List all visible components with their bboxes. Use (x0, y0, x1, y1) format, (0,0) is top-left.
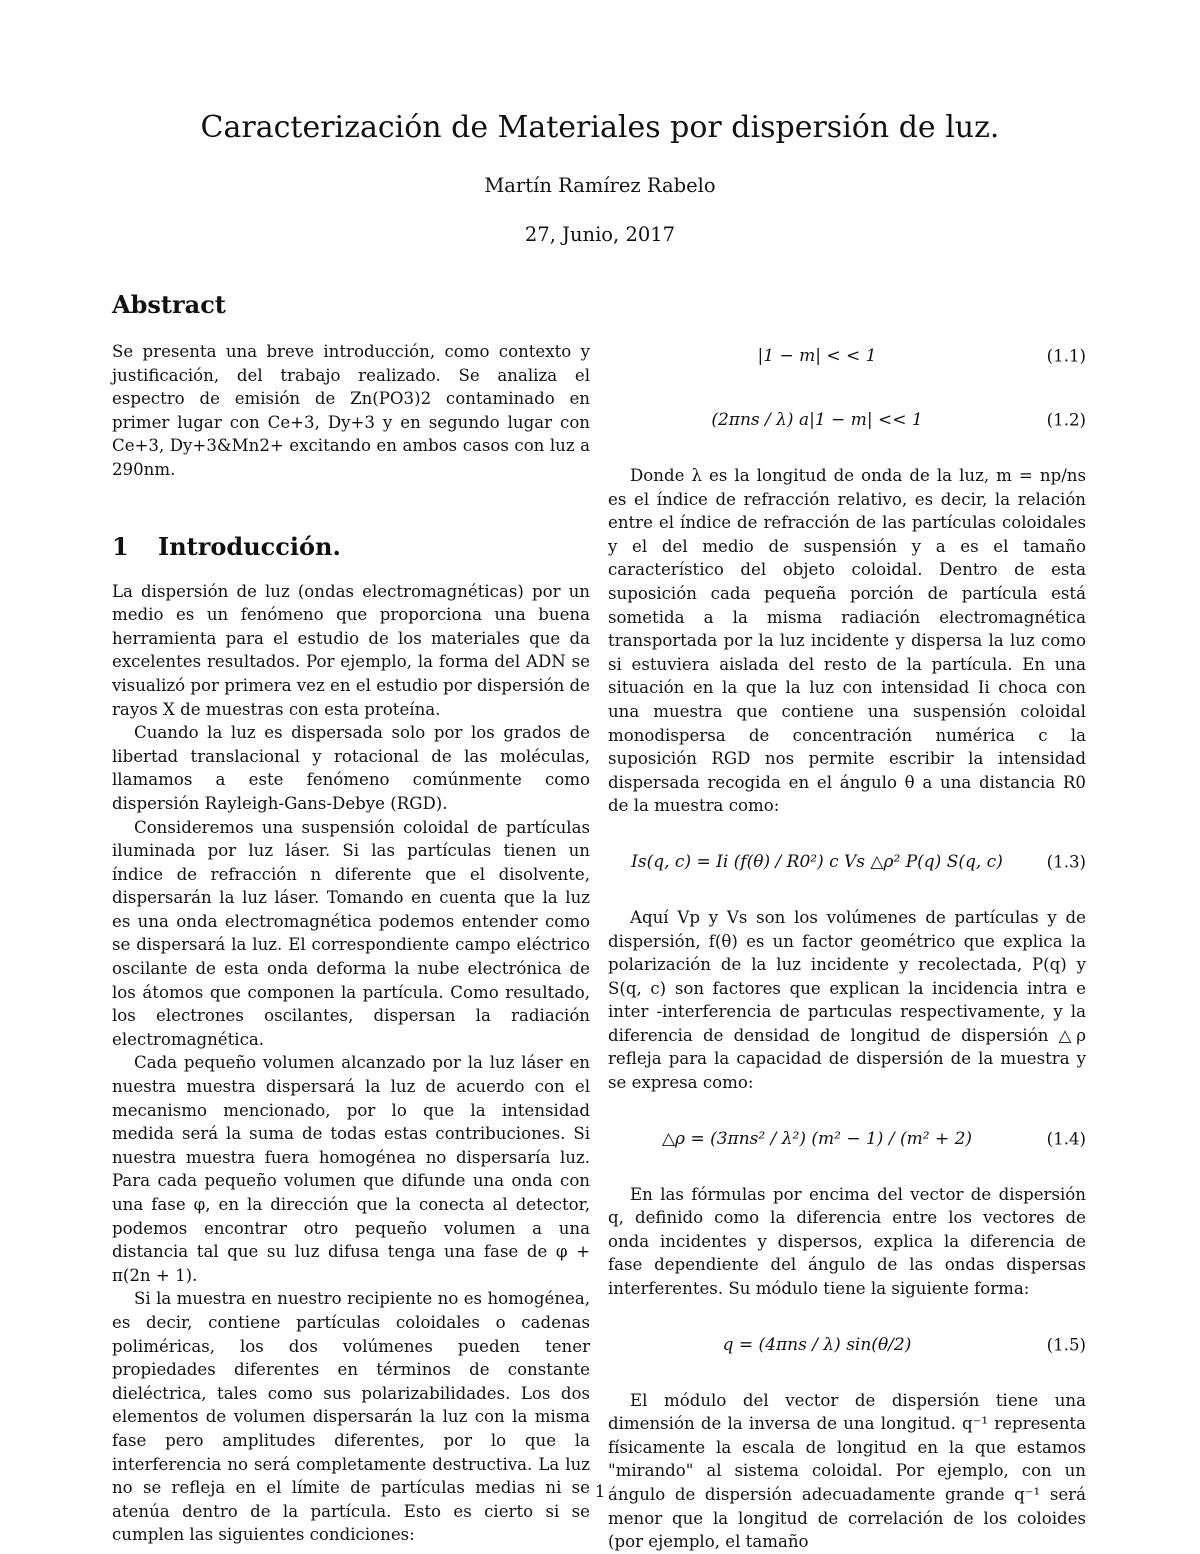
equation-expression: q = (4πns / λ) sin(θ/2) (722, 1334, 912, 1355)
intro-paragraph: Cuando la luz es dispersada solo por los grados de libertad translacional y rotacional de las moléculas, llamamos a este fenómeno comúnmente como dispersión Rayleigh-Gans-Debye (RGD). (112, 723, 590, 813)
intro-paragraph: Consideremos una suspensión coloidal de partículas iluminada por luz láser. Si las partículas tienen un índice de refracción n diferente que el disolvente, dispersarán la luz láser. Tomando en cuenta que la luz es una onda electromagnética podemos entender como se dispersará la luz. El correspondiente campo eléctrico oscilante de esta onda deforma la nube electrónica de los átomos que componen la partícula. Como resultado, los electrones oscilantes, dispersan la radiación electromagnética. (112, 817, 590, 1049)
section-heading (112, 530, 590, 564)
equation-1-5 (608, 1313, 1086, 1377)
equation-1-3 (608, 830, 1086, 894)
section-number: 1 (112, 531, 129, 561)
left-column (112, 288, 590, 1547)
body-paragraph: Aquí Vp y Vs son los volúmenes de partículas y de dispersión, f(θ) es un factor geométrico que explica la polarización de la luz incidente y recolectada, P(q) y S(q, c) son factores que explican la incidencia intra e inter -interferencia de partıculas respectivamente, y la diferencia de densidad de longitud de dispersión △ρ refleja para la capacidad de dispersión de la muestra y se expresa como: (608, 907, 1086, 1093)
body-paragraph: Donde λ es la longitud de onda de la luz, m = np/ns es el índice de refracción relativo, es decir, la relación entre el índice de refracción de las partículas coloidales y el del medio de suspensión y a es el tamaño característico del objeto coloidal. Dentro de esta suposición cada pequeña porción de partícula está sometida a la misma radiación electromagnética transportada por la luz incidente y dispersa la luz como si estuviera aislada del resto de la partícula. En una situación en la que la luz con intensidad Ii choca con una muestra que contiene una suspensión coloidal monodispersa de concentración numérica c la suposición RGD nos permite escribir la intensidad dispersada recogida en el ángulo θ a una distancia R0 de la muestra como: (608, 466, 1086, 816)
abstract-text: Se presenta una breve introducción, como contexto y justificación, del trabajo realizado. Se analiza el espectro de emisión de Zn(PO3)2 contaminado en primer lugar con Ce+3, Dy+3 y en segundo lugar con Ce+3, Dy+3&Mn2+ excitando en ambos casos con luz a 290nm. (112, 342, 590, 479)
equation-expression: Is(q, c) = Ii (f(θ) / R0²) c Vs △ρ² P(q) S(q, c) (631, 851, 1003, 872)
equation-expression: (2πns / λ) a|1 − m| << 1 (711, 410, 923, 430)
body-paragraph: El módulo del vector de dispersión tiene una dimensión de la inversa de una longitud. q⁻¹ representa físicamente la escala de longitud en la que estamos "mirando" al sistema coloidal. Por ejemplo, con un ángulo de dispersión adecuadamente grande q⁻¹ será menor que la longitud de correlación de los coloides (por ejemplo, el tamaño (608, 1390, 1086, 1552)
equation-1-4 (608, 1107, 1086, 1171)
body-paragraph: En las fórmulas por encima del vector de dispersión q, definido como la diferencia entre los vectores de onda incidentes y dispersos, explica la diferencia de fase dependiente del ángulo de las ondas dispersas interferentes. Su módulo tiene la siguiente forma: (608, 1184, 1086, 1299)
equation-1-2 (608, 388, 1086, 452)
author-name: Martín Ramírez Rabelo (484, 174, 716, 197)
equation-number: (1.1) (1046, 346, 1086, 366)
equation-1-1 (608, 336, 1086, 376)
abstract-heading: Abstract (112, 290, 226, 319)
equation-number: (1.3) (1046, 852, 1086, 872)
intro-paragraph: Cada pequeño volumen alcanzado por la luz láser en nuestra muestra dispersará la luz de acuerdo con el mecanismo mencionado, por lo que la intensidad medida será la suma de todas estas contribuciones. Si nuestra muestra fuera homogénea no dispersaría luz. Para cada pequeño volumen que difunde una onda con una fase φ, en la dirección que la conecta al detector, podemos encontrar otro pequeño volumen a una distancia tal que su luz difusa tenga una fase de φ + π(2n + 1). (112, 1053, 590, 1285)
intro-paragraph: La dispersión de luz (ondas electromagnéticas) por un medio es un fenómeno que proporciona una buena herramienta para el estudio de los materiales que da excelentes resultados. Por ejemplo, la forma del ADN se visualizó por primera vez en el estudio por dispersión de rayos X de muestras con esta proteína. (112, 581, 590, 719)
equation-expression: |1 − m| < < 1 (757, 346, 877, 366)
page-number: 1 (594, 1482, 606, 1501)
equation-number: (1.5) (1046, 1335, 1086, 1355)
section-title: Introducción. (158, 531, 341, 561)
equation-expression: △ρ = (3πns² / λ²) (m² − 1) / (m² + 2) (661, 1128, 973, 1149)
equation-number: (1.4) (1046, 1129, 1086, 1149)
right-column (608, 336, 1086, 1554)
intro-paragraph: Si la muestra en nuestro recipiente no es homogénea, es decir, contiene partículas coloidales o cadenas poliméricas, los dos volúmenes pueden tener propiedades diferentes en términos de constante dieléctrica, tales como sus polarizabilidades. Los dos elementos de volumen dispersarán la luz con la misma fase pero amplitudes diferentes, por lo que la interferencia no será completamente destructiva. La luz no se refleja en el límite de partículas medias ni se atenúa dentro de la partícula. Esto es cierto si se cumplen las siguientes condiciones: (112, 1289, 590, 1545)
equation-number: (1.2) (1046, 410, 1086, 430)
paper-title: Caracterización de Materiales por dispersión de luz. (200, 110, 1000, 145)
paper-date: 27, Junio, 2017 (524, 223, 676, 246)
